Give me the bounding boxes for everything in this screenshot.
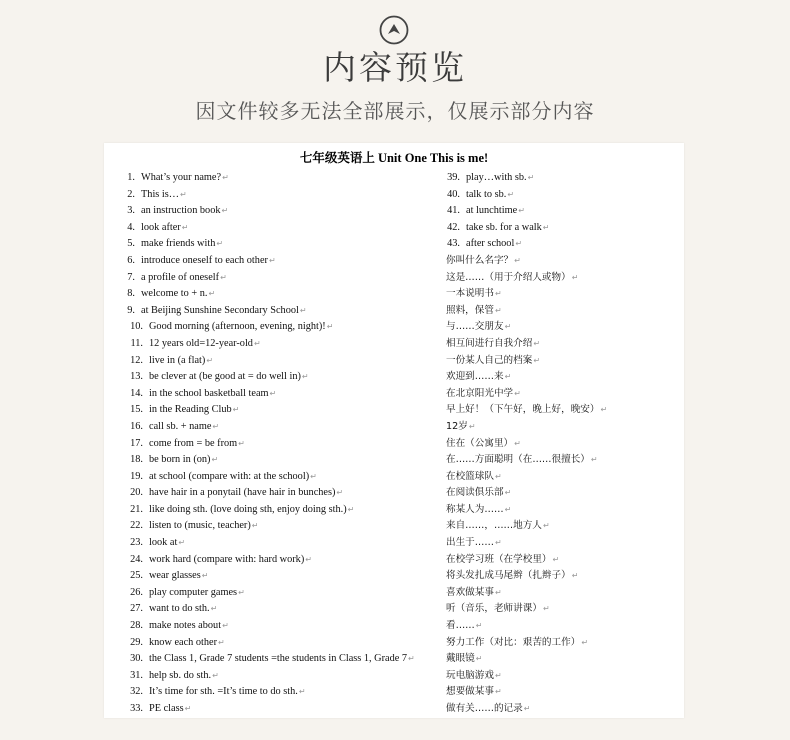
list-item bbox=[446, 203, 682, 220]
item-text: 在阅读俱乐部 bbox=[446, 487, 504, 499]
list-item bbox=[121, 353, 441, 370]
list-item bbox=[446, 369, 682, 386]
paragraph-mark-icon: ↵ bbox=[269, 388, 277, 398]
item-text: look after bbox=[141, 221, 181, 233]
paragraph-mark-icon: ↵ bbox=[590, 455, 598, 465]
paragraph-mark-icon: ↵ bbox=[326, 322, 334, 332]
paragraph-mark-icon: ↵ bbox=[514, 438, 521, 448]
paragraph-mark-icon: ↵ bbox=[208, 289, 216, 299]
item-number: 28. bbox=[130, 620, 143, 632]
list-item bbox=[121, 635, 441, 652]
item-text: know each other bbox=[149, 636, 218, 648]
item-number: 31. bbox=[130, 669, 143, 681]
item-text: 出生于…… bbox=[446, 537, 494, 549]
list-item bbox=[121, 684, 441, 701]
item-text: like doing sth. (love doing sth, enjoy doing sth.) bbox=[149, 503, 347, 515]
list-item bbox=[121, 552, 441, 569]
paragraph-mark-icon: ↵ bbox=[206, 355, 214, 365]
list-item bbox=[446, 701, 682, 718]
list-item bbox=[121, 502, 441, 519]
item-text: be clever at (be good at = do well in) bbox=[149, 371, 301, 383]
item-text: 在校学习班（在学校里） bbox=[446, 553, 552, 565]
item-text: 喜欢做某事 bbox=[446, 586, 494, 598]
paragraph-mark-icon: ↵ bbox=[527, 173, 535, 182]
item-text: wear glasses bbox=[149, 570, 201, 582]
item-text: Good morning (afternoon, evening, night)! bbox=[149, 321, 326, 333]
paragraph-mark-icon: ↵ bbox=[475, 621, 483, 631]
list-item bbox=[446, 684, 682, 701]
item-number: 15. bbox=[130, 404, 143, 416]
list-item bbox=[446, 502, 682, 519]
list-item bbox=[446, 236, 682, 253]
paragraph-mark-icon: ↵ bbox=[299, 305, 307, 315]
list-item bbox=[121, 485, 441, 502]
list-item bbox=[121, 303, 441, 320]
paragraph-mark-icon: ↵ bbox=[180, 189, 187, 199]
item-text: at Beijing Sunshine Secondary School bbox=[141, 304, 299, 316]
paragraph-mark-icon: ↵ bbox=[298, 687, 306, 697]
list-item bbox=[121, 436, 441, 453]
paragraph-mark-icon: ↵ bbox=[178, 538, 186, 548]
paragraph-mark-icon: ↵ bbox=[221, 206, 229, 216]
item-text: 戴眼镜 bbox=[446, 653, 475, 665]
item-number: 13. bbox=[130, 371, 143, 383]
item-number: 40. bbox=[447, 188, 460, 200]
item-text: PE class bbox=[149, 703, 184, 714]
paragraph-mark-icon: ↵ bbox=[533, 355, 541, 365]
item-text: talk to sb. bbox=[466, 188, 507, 200]
item-text: This is… bbox=[141, 188, 180, 200]
item-text: call sb. + name bbox=[149, 420, 212, 432]
item-text: come from = be from bbox=[149, 437, 238, 449]
paragraph-mark-icon: ↵ bbox=[218, 637, 225, 647]
paragraph-mark-icon: ↵ bbox=[504, 504, 512, 514]
item-text: It’s time for sth. =It’s time to do sth. bbox=[149, 686, 298, 698]
list-item bbox=[446, 485, 682, 502]
item-text: look at bbox=[149, 537, 178, 549]
item-number: 22. bbox=[130, 520, 143, 532]
list-item bbox=[121, 568, 441, 585]
item-number: 6. bbox=[127, 254, 135, 266]
item-number: 2. bbox=[127, 188, 135, 200]
list-item bbox=[446, 303, 682, 320]
item-number: 7. bbox=[127, 271, 135, 283]
paragraph-mark-icon: ↵ bbox=[301, 372, 309, 382]
item-number: 25. bbox=[130, 570, 143, 582]
list-item bbox=[446, 568, 682, 585]
list-item bbox=[121, 386, 441, 403]
item-text: at school (compare with: at the school) bbox=[149, 470, 310, 482]
item-text: 你叫什么名字？ bbox=[446, 254, 514, 266]
item-text: 一本说明书 bbox=[446, 288, 494, 300]
paragraph-mark-icon: ↵ bbox=[494, 687, 502, 697]
paragraph-mark-icon: ↵ bbox=[251, 521, 259, 531]
item-number: 20. bbox=[130, 487, 143, 499]
item-text: 努力工作（对比：艰苦的工作） bbox=[446, 636, 581, 648]
item-number: 41. bbox=[447, 205, 460, 217]
item-text: want to do sth. bbox=[149, 603, 210, 615]
paragraph-mark-icon: ↵ bbox=[305, 554, 312, 564]
list-item bbox=[446, 187, 682, 204]
list-item bbox=[446, 469, 682, 486]
item-text: make friends with bbox=[141, 238, 216, 250]
item-text: have hair in a ponytail (have hair in bunches) bbox=[149, 487, 336, 499]
paragraph-mark-icon: ↵ bbox=[253, 338, 261, 348]
list-item bbox=[121, 270, 441, 287]
list-item bbox=[121, 601, 441, 618]
preview-header bbox=[0, 0, 790, 142]
item-text: What’s your name? bbox=[141, 172, 222, 183]
left-column bbox=[121, 170, 441, 718]
list-item bbox=[121, 336, 441, 353]
item-text: listen to (music, teacher) bbox=[149, 520, 251, 532]
paragraph-mark-icon: ↵ bbox=[514, 388, 521, 398]
paragraph-mark-icon: ↵ bbox=[542, 604, 550, 614]
item-number: 30. bbox=[130, 653, 143, 665]
paragraph-mark-icon: ↵ bbox=[523, 704, 531, 713]
paragraph-mark-icon: ↵ bbox=[504, 488, 512, 498]
item-text: 照料，保管 bbox=[446, 304, 494, 316]
list-item bbox=[446, 535, 682, 552]
item-text: 早上好！（下午好，晚上好，晚安） bbox=[446, 404, 600, 416]
paragraph-mark-icon: ↵ bbox=[515, 239, 523, 249]
paragraph-mark-icon: ↵ bbox=[181, 222, 189, 232]
item-text: help sb. do sth. bbox=[149, 669, 212, 681]
item-number: 19. bbox=[130, 470, 143, 482]
item-text: 来自……，……地方人 bbox=[446, 520, 542, 532]
item-number: 26. bbox=[130, 586, 143, 598]
item-text: at lunchtime bbox=[466, 205, 518, 217]
paragraph-mark-icon: ↵ bbox=[571, 272, 579, 282]
paragraph-mark-icon: ↵ bbox=[268, 255, 276, 265]
paragraph-mark-icon: ↵ bbox=[238, 587, 245, 597]
document-title: 七年级英语上 Unit One This is me! bbox=[299, 151, 489, 165]
paragraph-mark-icon: ↵ bbox=[518, 206, 525, 216]
list-item bbox=[121, 170, 441, 187]
item-number: 17. bbox=[130, 437, 143, 449]
item-number: 24. bbox=[130, 553, 143, 565]
paragraph-mark-icon: ↵ bbox=[201, 571, 209, 581]
item-number: 39. bbox=[447, 172, 460, 183]
paragraph-mark-icon: ↵ bbox=[310, 471, 317, 481]
item-text: 将头发扎成马尾辫（扎辫子） bbox=[446, 570, 571, 582]
item-text: 在校篮球队 bbox=[446, 470, 494, 482]
page-subtitle: 因文件较多无法全部展示，仅展示部分内容 bbox=[195, 99, 595, 123]
paragraph-mark-icon: ↵ bbox=[238, 438, 245, 448]
item-text: welcome to + n. bbox=[141, 288, 208, 300]
item-text: 听（音乐，老师讲课） bbox=[446, 603, 542, 615]
item-number: 1. bbox=[127, 172, 135, 183]
item-text: 在北京阳光中学 bbox=[446, 387, 514, 399]
item-number: 42. bbox=[447, 221, 460, 233]
paragraph-mark-icon: ↵ bbox=[211, 455, 219, 465]
item-text: be born in (on) bbox=[149, 454, 211, 466]
list-item bbox=[446, 585, 682, 602]
list-item bbox=[446, 353, 682, 370]
paragraph-mark-icon: ↵ bbox=[347, 504, 355, 514]
list-item bbox=[446, 286, 682, 303]
paragraph-mark-icon: ↵ bbox=[212, 421, 220, 431]
item-number: 4. bbox=[127, 221, 135, 233]
item-text: 看…… bbox=[446, 620, 475, 632]
item-number: 33. bbox=[130, 703, 143, 714]
item-text: in the school basketball team bbox=[149, 387, 269, 399]
item-text: play computer games bbox=[149, 586, 238, 598]
paragraph-mark-icon: ↵ bbox=[507, 189, 515, 199]
list-item bbox=[446, 635, 682, 652]
item-number: 43. bbox=[447, 238, 460, 250]
item-text: 住在（公寓里） bbox=[446, 437, 514, 449]
item-text: live in (a flat) bbox=[149, 354, 206, 366]
item-text: 这是……（用于介绍人或物） bbox=[446, 271, 571, 283]
item-number: 9. bbox=[127, 304, 135, 316]
list-item bbox=[121, 419, 441, 436]
list-item bbox=[121, 187, 441, 204]
list-item bbox=[446, 651, 682, 668]
chevron-up-circle-icon bbox=[379, 15, 409, 45]
paragraph-mark-icon: ↵ bbox=[571, 571, 579, 581]
paragraph-mark-icon: ↵ bbox=[216, 239, 224, 249]
item-text: play…with sb. bbox=[466, 172, 527, 183]
item-text: the Class 1, Grade 7 students =the students in Class 1, Grade 7 bbox=[149, 653, 408, 665]
paragraph-mark-icon: ↵ bbox=[408, 654, 415, 664]
item-number: 23. bbox=[130, 537, 143, 549]
paragraph-mark-icon: ↵ bbox=[514, 255, 521, 265]
list-item bbox=[446, 402, 682, 419]
paragraph-mark-icon: ↵ bbox=[210, 604, 218, 614]
paragraph-mark-icon: ↵ bbox=[533, 338, 541, 348]
item-text: 玩电脑游戏 bbox=[446, 669, 494, 681]
paragraph-mark-icon: ↵ bbox=[222, 621, 229, 631]
item-text: 在……方面聪明（在……很擅长） bbox=[446, 454, 590, 466]
list-item bbox=[446, 270, 682, 287]
item-text: work hard (compare with: hard work) bbox=[149, 553, 305, 565]
list-item bbox=[121, 203, 441, 220]
list-item bbox=[446, 336, 682, 353]
list-item bbox=[446, 319, 682, 336]
list-item bbox=[446, 618, 682, 635]
item-number: 18. bbox=[130, 454, 143, 466]
list-item bbox=[121, 469, 441, 486]
list-item bbox=[446, 386, 682, 403]
paragraph-mark-icon: ↵ bbox=[212, 670, 219, 680]
list-item bbox=[121, 452, 441, 469]
list-item bbox=[121, 701, 441, 718]
list-item bbox=[446, 419, 682, 436]
paragraph-mark-icon: ↵ bbox=[600, 405, 608, 415]
paragraph-mark-icon: ↵ bbox=[494, 305, 502, 315]
list-item bbox=[121, 402, 441, 419]
item-number: 21. bbox=[130, 503, 143, 515]
item-text: 做有关……的记录 bbox=[446, 703, 523, 714]
list-item bbox=[446, 552, 682, 569]
list-item bbox=[121, 668, 441, 685]
item-text: 12 years old=12-year-old bbox=[149, 337, 253, 349]
item-text: take sb. for a walk bbox=[466, 221, 542, 233]
paragraph-mark-icon: ↵ bbox=[552, 554, 560, 564]
item-text: 相互间进行自我介绍 bbox=[446, 337, 533, 349]
paragraph-mark-icon: ↵ bbox=[475, 654, 483, 664]
paragraph-mark-icon: ↵ bbox=[581, 637, 589, 647]
right-column bbox=[446, 170, 682, 718]
item-number: 32. bbox=[130, 686, 143, 698]
paragraph-mark-icon: ↵ bbox=[542, 222, 550, 232]
item-number: 5. bbox=[127, 238, 135, 250]
document-preview[interactable] bbox=[104, 143, 684, 718]
item-text: 12岁 bbox=[446, 420, 468, 432]
paragraph-mark-icon: ↵ bbox=[468, 421, 476, 431]
item-text: a profile of oneself bbox=[141, 271, 220, 283]
page-title: 内容预览 bbox=[323, 48, 467, 87]
item-number: 8. bbox=[127, 288, 135, 300]
list-item bbox=[121, 618, 441, 635]
list-item bbox=[446, 668, 682, 685]
item-number: 16. bbox=[130, 420, 143, 432]
paragraph-mark-icon: ↵ bbox=[336, 488, 344, 498]
paragraph-mark-icon: ↵ bbox=[494, 471, 502, 481]
item-text: after school bbox=[466, 238, 515, 250]
paragraph-mark-icon: ↵ bbox=[494, 587, 502, 597]
item-text: 称某人为…… bbox=[446, 503, 504, 515]
list-item bbox=[446, 170, 682, 187]
item-number: 27. bbox=[130, 603, 143, 615]
list-item bbox=[446, 436, 682, 453]
list-item bbox=[121, 236, 441, 253]
paragraph-mark-icon: ↵ bbox=[494, 538, 502, 548]
list-item bbox=[121, 253, 441, 270]
list-item bbox=[121, 319, 441, 336]
list-item bbox=[121, 369, 441, 386]
item-text: introduce oneself to each other bbox=[141, 254, 268, 266]
list-item bbox=[121, 518, 441, 535]
paragraph-mark-icon: ↵ bbox=[232, 405, 240, 415]
list-item bbox=[446, 253, 682, 270]
item-number: 3. bbox=[127, 205, 135, 217]
item-text: 欢迎到……来 bbox=[446, 371, 504, 383]
paragraph-mark-icon: ↵ bbox=[222, 173, 229, 182]
item-text: 想要做某事 bbox=[446, 686, 494, 698]
item-text: 与……交朋友 bbox=[446, 321, 504, 333]
paragraph-mark-icon: ↵ bbox=[494, 670, 502, 680]
paragraph-mark-icon: ↵ bbox=[504, 322, 512, 332]
paragraph-mark-icon: ↵ bbox=[494, 289, 502, 299]
paragraph-mark-icon: ↵ bbox=[504, 372, 512, 382]
item-text: make notes about bbox=[149, 620, 222, 632]
item-number: 11. bbox=[130, 337, 143, 349]
item-text: an instruction book bbox=[141, 205, 221, 217]
list-item bbox=[446, 452, 682, 469]
paragraph-mark-icon: ↵ bbox=[184, 704, 192, 713]
list-item bbox=[446, 601, 682, 618]
list-item bbox=[446, 220, 682, 237]
item-number: 14. bbox=[130, 387, 143, 399]
item-text: 一份某人自己的档案 bbox=[446, 354, 533, 366]
list-item bbox=[121, 585, 441, 602]
item-number: 10. bbox=[130, 321, 143, 333]
item-text: in the Reading Club bbox=[149, 404, 232, 416]
list-item bbox=[446, 518, 682, 535]
paragraph-mark-icon: ↵ bbox=[542, 521, 550, 531]
list-item bbox=[121, 220, 441, 237]
list-item bbox=[121, 286, 441, 303]
list-item bbox=[121, 535, 441, 552]
item-number: 12. bbox=[130, 354, 143, 366]
list-item bbox=[121, 651, 441, 668]
item-number: 29. bbox=[130, 636, 143, 648]
paragraph-mark-icon: ↵ bbox=[220, 272, 227, 282]
